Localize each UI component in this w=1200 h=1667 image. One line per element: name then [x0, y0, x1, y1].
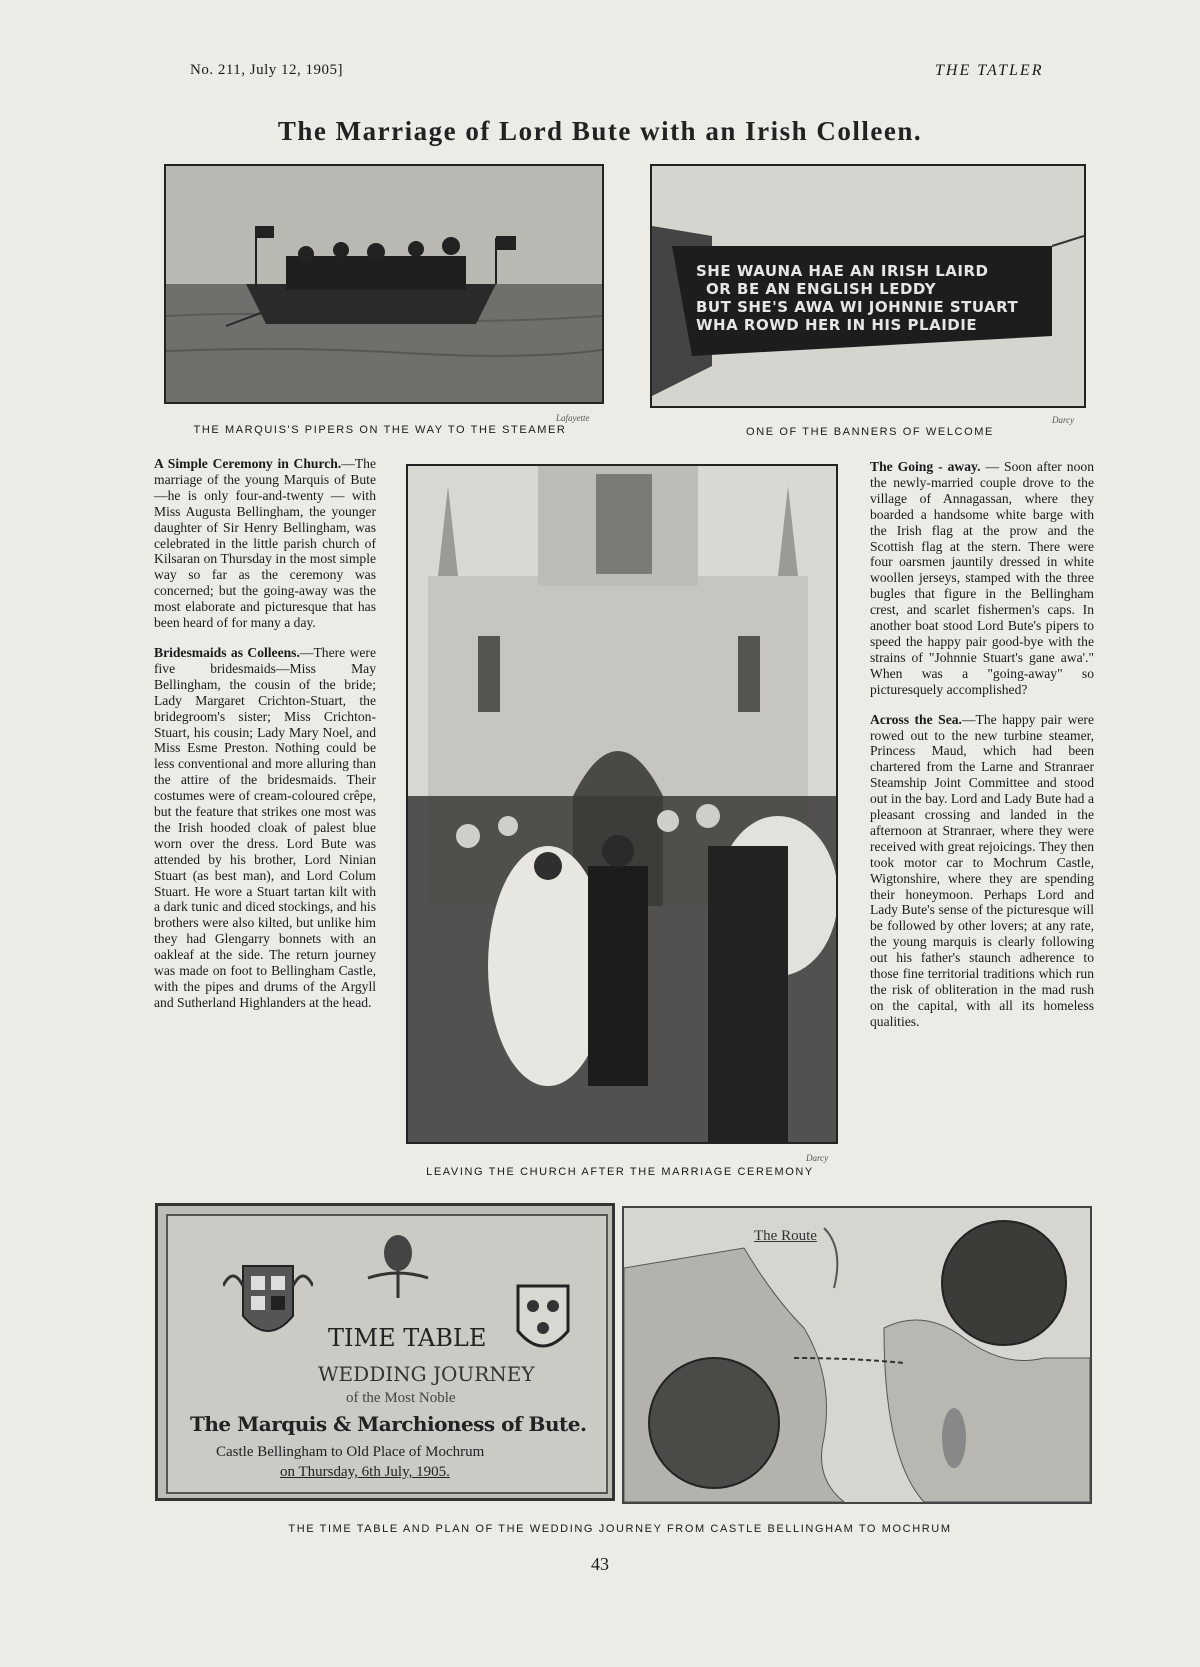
crest-left-icon: [223, 1246, 313, 1356]
paragraph: [870, 712, 1094, 1030]
pipers-photo: [164, 164, 604, 404]
bottom-caption: THE TIME TABLE AND PLAN OF THE WEDDING JOURNEY FROM CASTLE BELLINGHAM TO MOCHRUM: [288, 1523, 952, 1535]
paragraph: [154, 456, 376, 631]
timetable-title: TIME TABLE: [328, 1324, 487, 1352]
paragraph-heading: A Simple Ceremony in Church.: [154, 456, 342, 471]
route-map: [622, 1206, 1092, 1504]
timetable-names: The Marquis & Marchioness of Bute.: [190, 1412, 587, 1436]
paragraph: [154, 645, 376, 1011]
paragraph-body: —The marriage of the young Marquis of Bute—he is only four-and-twenty — with Miss Augusta Bellingham, the younger daughter of Sir Henry Bellingham, was celebrated in the little parish church of Kilsaran on Thursday in the most simple way so far as the ceremony was concerned; but the going-away was the most elaborate and picturesque that has been heard of for many a day.: [154, 456, 376, 631]
paragraph: [870, 459, 1094, 698]
banner-line: BUT SHE'S AWA WI JOHNNIE STUART: [696, 298, 1019, 316]
paragraph-body: — Soon after noon the newly-married couple drove to the village of Annagassan, where they boarded a handsome white barge with the Irish flag at the prow and the Scottish flag at the stern. There were four oarsmen jauntily dressed in white woollen jerseys, stamped with the three bugles that figure in the Bellingham crest, and scarlet fishermen's caps. In another boat stood Lord Bute's pipers to speed the happy pair good-bye with the strains of "Johnnie Stuart's gane awa'." When was a "going-away" so picturesquely accomplished?: [870, 459, 1094, 697]
banner-credit: Darcy: [1052, 415, 1075, 425]
banner-text: [696, 262, 1046, 334]
pipers-caption: THE MARQUIS'S PIPERS ON THE WAY TO THE STEAMER: [193, 424, 567, 436]
article-left-column: [154, 456, 376, 1025]
map-label: The Route: [754, 1228, 817, 1244]
page-number: 43: [591, 1554, 609, 1574]
timetable-route: Castle Bellingham to Old Place of Mochrum: [216, 1444, 485, 1460]
magazine-name: THE TATLER: [935, 62, 1044, 79]
article-right-column: [870, 459, 1094, 1044]
timetable-card: [155, 1203, 615, 1501]
church-photo: [406, 464, 838, 1144]
timetable-inner: [166, 1214, 608, 1494]
thistle-icon: [358, 1228, 438, 1298]
timetable-date: on Thursday, 6th July, 1905.: [280, 1464, 450, 1480]
banner-caption: ONE OF THE BANNERS OF WELCOME: [746, 426, 994, 438]
page-title: The Marriage of Lord Bute with an Irish Colleen.: [277, 116, 923, 146]
banner-photo: [650, 164, 1086, 408]
crest-right-icon: [508, 1276, 578, 1366]
banner-line: SHE WAUNA HAE AN IRISH LAIRD: [696, 262, 989, 280]
timetable-noble: of the Most Noble: [346, 1390, 456, 1406]
paragraph-body: —There were five bridesmaids—Miss May Bellingham, the cousin of the bride; Lady Margaret Crichton-Stuart, the bridegroom's sister; Miss Crichton-Stuart, his cousin; Lady Mary Noel, and Miss Esme Preston. Nothing could be less conventional and more alluring than the attire of the bridesmaids. Their costumes were of cream-coloured crêpe, but the feature that strikes one most was the Irish hooded cloak of palest blue worn over the dress. Lord Bute was attended by his brother, Lord Ninian Stuart (as best man), and Lord Colum Stuart. He wore a Stuart tartan kilt with a dark tunic and diced stockings, and his brothers were also kilted, but unlike him they had Glengarry bonnets with an oakleaf at the side. The return journey was made on foot to Bellingham Castle, with the pipes and drums of the Argyll and Sutherland Highlanders at the head.: [154, 644, 376, 1010]
issue-line: No. 211, July 12, 1905]: [190, 62, 344, 78]
paragraph-heading: Across the Sea.: [870, 711, 962, 727]
church-caption: LEAVING THE CHURCH AFTER THE MARRIAGE CEREMONY: [426, 1166, 814, 1178]
paragraph-heading: The Going - away.: [870, 459, 981, 474]
banner-line: WHA ROWD HER IN HIS PLAIDIE: [696, 316, 978, 334]
pipers-credit: Lafayette: [556, 413, 590, 423]
banner-line: OR BE AN ENGLISH LEDDY: [706, 280, 937, 298]
paragraph-heading: Bridesmaids as Colleens.: [154, 644, 300, 660]
paragraph-body: —The happy pair were rowed out to the new turbine steamer, Princess Maud, which had been chartered from the Larne and Stranraer Steamship Joint Committee and stood out in the bay. Lord and Lady Bute had a pleasant crossing and landed in the afternoon at Stranraer, where they were received with great rejoicings. They then took motor car to Mochrum Castle, Wigtonshire, where they are spending their honeymoon. Perhaps Lord and Lady Bute's sense of the picturesque will be followed by other lovers; at any rate, the young marquis is clearly following out his father's staunch adherence to those fine territorial traditions which run the risk of obliteration in the mad rush on the capital, with all its homeless qualities.: [870, 711, 1094, 1029]
timetable-subtitle: WEDDING JOURNEY: [318, 1362, 535, 1386]
church-credit: Darcy: [806, 1153, 829, 1163]
